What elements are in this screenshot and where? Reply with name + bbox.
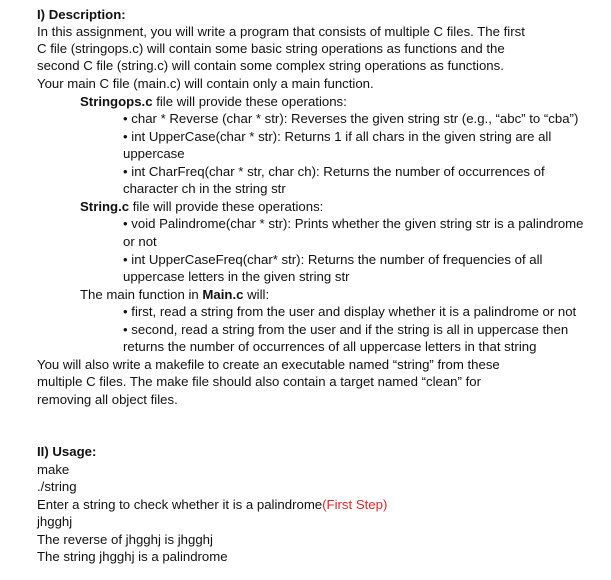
- stringops-item-uppercase-cont: uppercase: [123, 146, 185, 161]
- stringops-item-charfreq: • int CharFreq(char * str, char ch): Returns the number of occurrences of: [123, 164, 545, 179]
- makefile-line-2: multiple C files. The make file should also contain a target named “clean” for: [37, 374, 481, 389]
- string-item-palindrome-cont: or not: [123, 234, 157, 249]
- stringops-section-title: [80, 93, 347, 110]
- main-section-title: [80, 286, 269, 303]
- main-item-second: • second, read a string from the user and if the string is all in uppercase then: [123, 322, 569, 337]
- makefile-line-1: You will also write a makefile to create an executable named “string” from these: [37, 357, 500, 372]
- main-filename: Main.c: [202, 287, 244, 302]
- usage-command-run: ./string: [37, 479, 77, 494]
- string-section-title: [80, 198, 323, 215]
- main-title-prefix: The main function in: [80, 287, 203, 302]
- stringops-item-uppercase: • int UpperCase(char * str): Returns 1 if all chars in the given string are all: [123, 129, 552, 144]
- usage-output-palindrome: The string jhgghj is a palindrome: [37, 549, 228, 564]
- stringops-item-reverse: • char * Reverse (char * str): Reverses the given string str (e.g., “abc” to “cba”): [123, 111, 579, 126]
- stringops-item-charfreq-cont: character ch in the string str: [123, 181, 286, 196]
- intro-line-2: C file (stringops.c) will contain some basic string operations as functions and the: [37, 41, 505, 56]
- string-title-rest: file will provide these operations:: [129, 199, 324, 214]
- intro-line-3: second C file (string.c) will contain some complex string operations as functions.: [37, 58, 504, 73]
- usage-command-make: make: [37, 462, 70, 477]
- string-item-palindrome: • void Palindrome(char * str): Prints whether the given string str is a palindrome: [123, 216, 584, 231]
- usage-input: jhgghj: [37, 514, 73, 529]
- usage-heading: II) Usage:: [37, 444, 97, 459]
- usage-output-reverse: The reverse of jhgghj is jhgghj: [37, 532, 213, 547]
- usage-prompt: [37, 496, 387, 513]
- main-item-second-cont: returns the number of occurrences of all uppercase letters in that string: [123, 339, 537, 354]
- stringops-filename: Stringops.c: [80, 94, 153, 109]
- main-item-first: • first, read a string from the user and display whether it is a palindrome or not: [123, 304, 577, 319]
- string-item-uppercasefreq-cont: uppercase letters in the given string str: [123, 269, 350, 284]
- main-title-suffix: will:: [243, 287, 270, 302]
- usage-prompt-note: (First Step): [322, 497, 388, 512]
- string-filename: String.c: [80, 199, 130, 214]
- string-item-uppercasefreq: • int UpperCaseFreq(char* str): Returns the number of frequencies of all: [123, 252, 543, 267]
- description-heading: I) Description:: [37, 7, 126, 22]
- intro-line-1: In this assignment, you will write a program that consists of multiple C files. The first: [37, 24, 525, 39]
- stringops-title-rest: file will provide these operations:: [152, 94, 347, 109]
- usage-prompt-text: Enter a string to check whether it is a palindrome: [37, 497, 323, 512]
- intro-line-4: Your main C file (main.c) will contain only a main function.: [37, 76, 374, 91]
- makefile-line-3: removing all object files.: [37, 392, 178, 407]
